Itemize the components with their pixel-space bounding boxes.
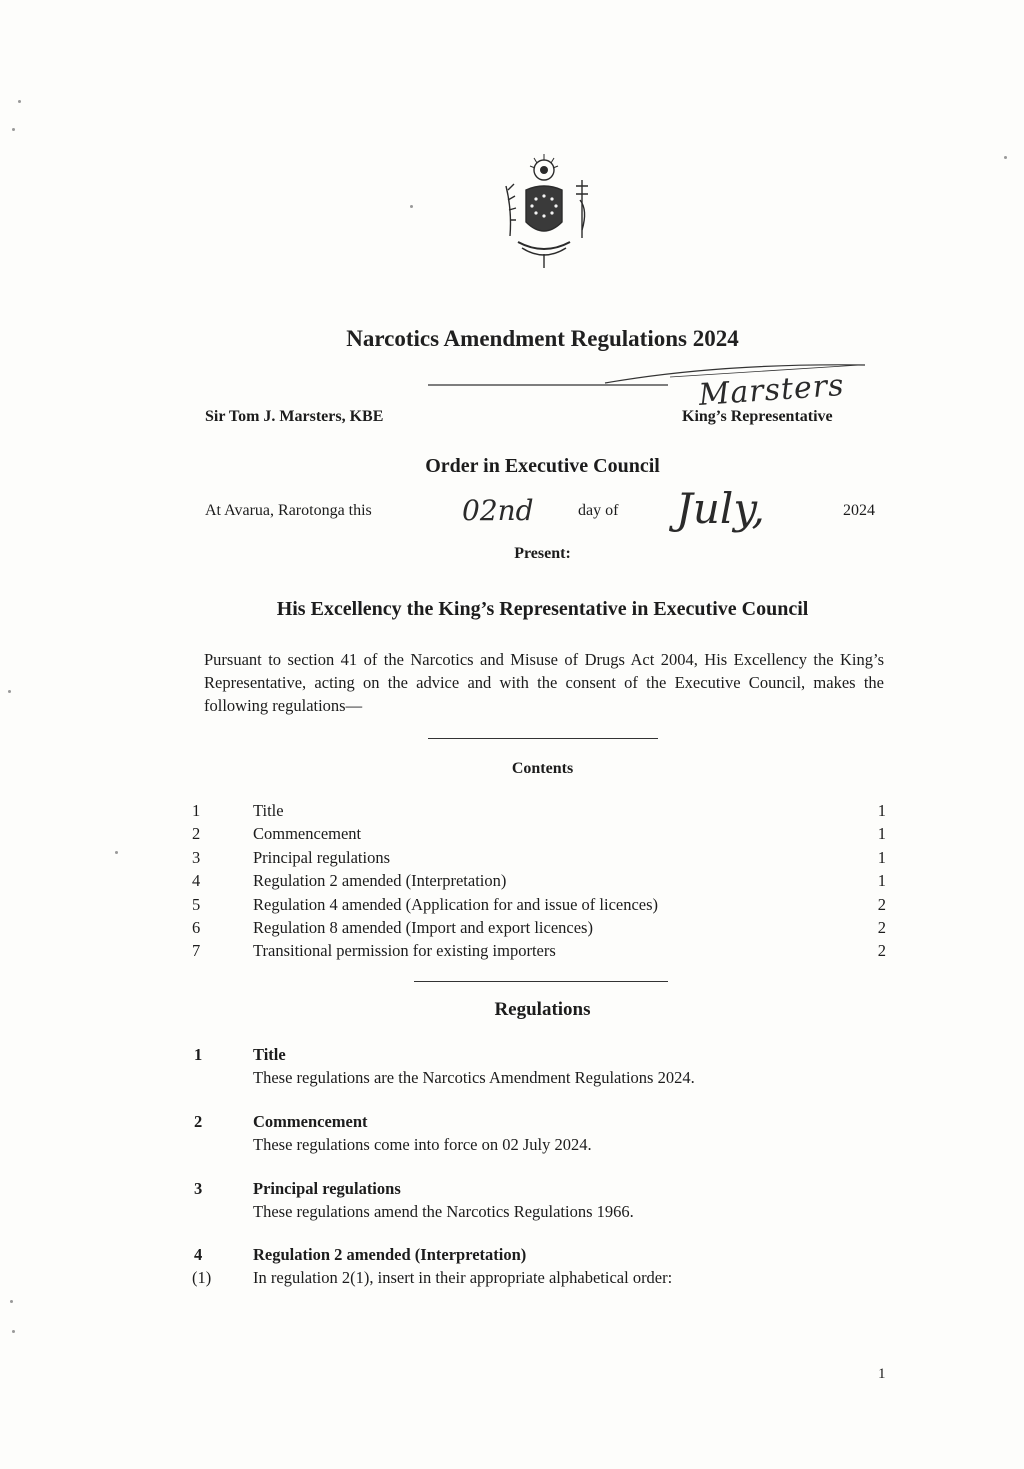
toc-title: Principal regulations	[253, 847, 391, 867]
scan-speck	[10, 1300, 13, 1303]
coat-of-arms-emblem	[496, 150, 592, 270]
council-title: His Excellency the King’s Representative in Executive Council	[276, 598, 809, 620]
section-body: These regulations are the Narcotics Amendment Regulations 2024.	[253, 1068, 695, 1087]
date-day-of-text: day of	[578, 502, 619, 519]
section-title: Regulation 2 amended (Interpretation)	[253, 1245, 527, 1264]
section-number: 1	[194, 1045, 203, 1064]
scan-speck	[8, 690, 11, 693]
scan-speck	[410, 205, 413, 208]
date-year: 2024	[843, 502, 875, 519]
section-number: 3	[194, 1179, 203, 1198]
toc-number: 4	[192, 871, 201, 891]
section-body: These regulations come into force on 02 July 2024.	[253, 1135, 592, 1154]
list-item	[192, 801, 892, 824]
toc-page: 1	[877, 871, 886, 891]
handwritten-signature: Marsters	[697, 367, 846, 413]
order-title: Order in Executive Council	[425, 455, 660, 477]
section-number: 4	[194, 1245, 203, 1264]
toc-page: 2	[877, 894, 886, 914]
list-item	[192, 918, 892, 941]
toc-title: Commencement	[253, 824, 362, 844]
contents-list	[192, 801, 892, 965]
handwritten-day: 02nd	[462, 494, 534, 527]
toc-page: 2	[877, 917, 886, 937]
toc-number: 6	[192, 917, 201, 937]
toc-number: 3	[192, 847, 201, 867]
scan-speck	[12, 1330, 15, 1333]
list-item	[192, 824, 892, 847]
list-item	[192, 941, 892, 964]
toc-title: Regulation 2 amended (Interpretation)	[253, 871, 507, 891]
toc-title: Regulation 4 amended (Application for and issue of licences)	[253, 894, 659, 914]
toc-title: Transitional permission for existing importers	[253, 941, 556, 961]
toc-number: 2	[192, 824, 201, 844]
divider	[414, 981, 668, 982]
preamble-text: Pursuant to section 41 of the Narcotics and Misuse of Drugs Act 2004, His Excellency the King’s Representative, acting on the advice and with the consent of the Executive Council, makes the following regulations—	[204, 650, 884, 715]
signatory-name: Sir Tom J. Marsters, KBE	[205, 408, 384, 425]
toc-title: Regulation 8 amended (Import and export licences)	[253, 917, 593, 937]
subsection-number: (1)	[192, 1268, 212, 1287]
signatory-role: King’s Representative	[682, 408, 833, 425]
section-title: Principal regulations	[253, 1179, 401, 1198]
date-place-text: At Avarua, Rarotonga this	[205, 502, 372, 519]
scan-speck	[115, 851, 118, 854]
toc-page: 1	[877, 801, 886, 820]
toc-page: 1	[877, 824, 886, 844]
section-body: In regulation 2(1), insert in their appropriate alphabetical order:	[253, 1268, 673, 1287]
section-body: These regulations amend the Narcotics Regulations 1966.	[253, 1202, 634, 1221]
toc-number: 7	[192, 941, 201, 961]
scan-speck	[12, 128, 15, 131]
list-item	[192, 848, 892, 871]
regulations-heading: Regulations	[494, 999, 591, 1020]
document-title: Narcotics Amendment Regulations 2024	[346, 326, 739, 351]
toc-title: Title	[253, 801, 284, 820]
page-number: 1	[878, 1366, 886, 1382]
section-title: Commencement	[253, 1112, 368, 1131]
toc-number: 1	[192, 801, 201, 820]
handwritten-month: July,	[676, 484, 765, 533]
section-number: 2	[194, 1112, 203, 1131]
scan-speck	[18, 100, 21, 103]
scan-speck	[1004, 156, 1007, 159]
toc-number: 5	[192, 894, 201, 914]
section-title: Title	[253, 1045, 286, 1064]
present-label: Present:	[514, 545, 571, 562]
toc-page: 1	[877, 847, 886, 867]
toc-page: 2	[877, 941, 886, 961]
contents-heading: Contents	[511, 760, 574, 777]
list-item	[192, 871, 892, 894]
list-item	[192, 895, 892, 918]
divider	[428, 738, 658, 739]
